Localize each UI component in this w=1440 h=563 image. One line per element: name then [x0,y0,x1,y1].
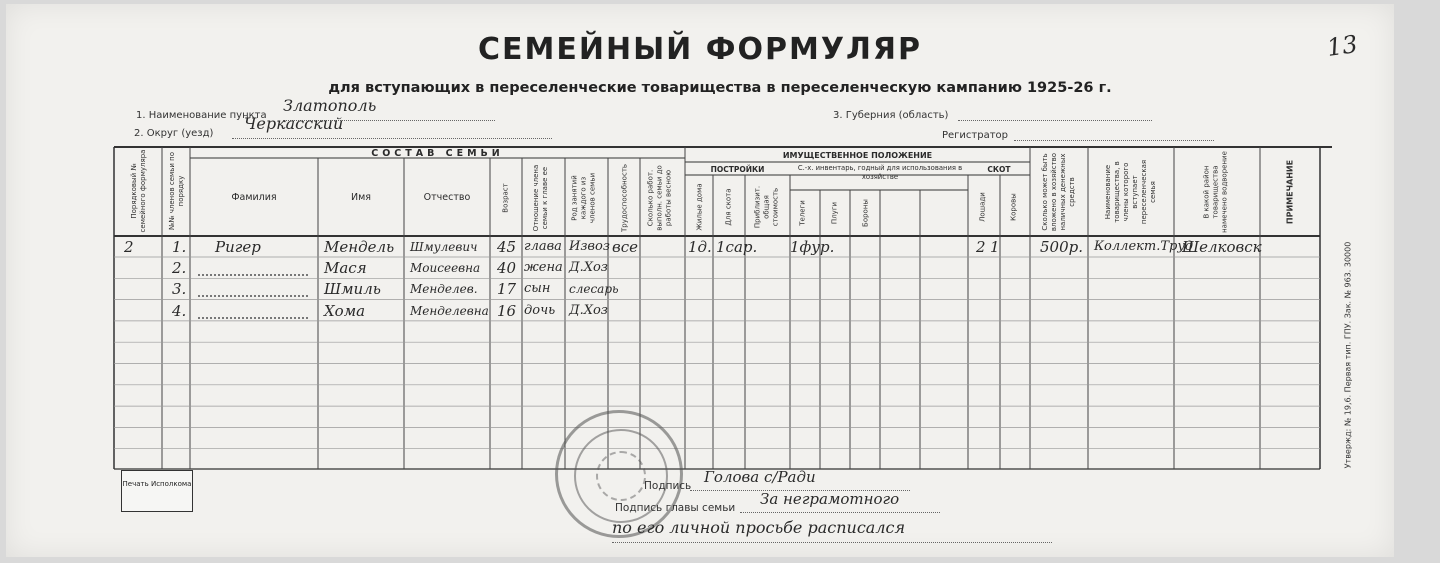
col-partnership-header: Наименование товарищества, в члены которого вступает переселенческая семья [1104,159,1157,225]
col-money-header: Сколько может быть вложено в хозяйство наличных денежных средств [1041,152,1076,232]
col-seq-header: Порядковый № семейного формуляра [130,149,147,233]
cell-workability: все [612,238,639,256]
cell-occupation: Д.Хоз [569,303,608,318]
okrug-label: 2. Округ (уезд) [134,128,214,139]
col-shed-header: Для скота [724,188,733,226]
registrator-underline [1014,130,1214,141]
col-patronymic-header: Отчество [423,192,471,203]
cell-patronymic: Моисеевна [410,261,481,275]
guberniya-underline [958,110,1152,121]
cell-seq: 2 [124,238,134,256]
col-region-header: В какой район товарищества намечено водворение [1202,151,1229,233]
cell-horses: 2 [976,238,986,256]
cell-occupation: слесарь [569,282,619,296]
cell-patronymic: Шмулевич [410,240,478,254]
cell-name: Мася [324,259,367,277]
form-subtitle: для вступающих в переселенческие товарищества в переселенческую кампанию 1925-26 г. [328,80,1112,96]
cell-age: 16 [497,302,517,320]
cell-surname: Ригер [215,238,261,256]
col-name-header: Имя [351,192,371,203]
col-member-num-header: №№ членов семьи по порядку [168,151,185,231]
note-underline [612,532,1052,543]
group-livestock-header: СКОТ [987,165,1011,174]
col-cows-header: Коровы [1009,193,1018,221]
okrug-value: Черкасский [244,114,344,133]
cell-patronymic: Менделевна [410,304,489,318]
group-property-header: ИМУЩЕСТВЕННОЕ ПОЛОЖЕНИЕ [782,151,933,160]
cell-name: Хома [324,302,366,320]
cell-member-num: 2. [172,259,187,277]
cell-patronymic: Менделев. [410,282,478,296]
printer-imprint: Утвержд: № 19,6. Первая тип. ГПУ. Зак. № 963. 30000 [1343,241,1353,469]
cell-region: Шелковск [1182,238,1262,256]
form-title: СЕМЕЙНЫЙ ФОРМУЛЯР [478,32,922,67]
col-horses-header: Лошади [978,192,987,222]
cell-member-num: 3. [172,280,187,298]
registrator-label: Регистратор [942,130,1009,141]
cell-house: 1д. [688,238,712,256]
col-house-header: Жилые дома [695,183,704,231]
group-buildings-header: ПОСТРОЙКИ [710,165,765,174]
group-inventory-header: С.-х. инвентарь, годный для использования в хозяйстве [797,164,963,181]
signature-value: Голова с/Ради [704,468,816,486]
punkt-value: Златополь [283,96,377,115]
col-ploughs-header: Плуги [830,201,839,225]
cell-age: 40 [497,259,517,277]
cell-occupation: Д.Хоз [569,260,608,275]
head-signature-label: Подпись главы семьи [615,502,736,514]
col-occupation-header: Род занятий каждого из членов семьи [570,172,597,224]
cell-name: Мендель [324,238,395,256]
cell-age: 45 [497,238,517,256]
stamp-box [121,470,193,512]
cell-cows: 1 [990,238,1000,256]
cell-name: Шмиль [324,280,381,298]
note-line: по его личной просьбе расписался [612,518,906,537]
punkt-label: 1. Наименование пункта [136,110,267,121]
ditto-marks [198,287,308,297]
signature-label: Подпись [644,480,692,492]
col-carts-header: Телеги [798,200,807,226]
col-work-days-header: Сколько работ. выполн. семьи до работы весною [646,165,673,231]
col-workability-header: Трудоспособность [620,163,629,233]
stamp-box-label: Печать Исполкома [122,480,192,488]
col-notes-header: ПРИМЕЧАНИЕ [1285,159,1295,225]
group-family-header: СОСТАВ СЕМЬИ [371,148,504,159]
corner-number: 13 [1325,30,1360,62]
cell-member-num: 1. [172,238,187,256]
cell-shed: 1сар. [716,238,758,256]
col-relation-header: Отношение члена семьи к главе ее [532,164,549,232]
cell-money: 500р. [1040,238,1084,256]
cell-relation: глава [524,239,562,254]
cell-member-num: 4. [172,302,187,320]
col-harrows-header: Бороны [861,199,870,227]
col-surname-header: Фамилия [231,192,277,203]
ditto-marks [198,266,308,276]
col-value-header: Приблизит. общая стоимость [753,185,780,229]
guberniya-label: 3. Губерния (область) [833,110,949,121]
cell-relation: жена [524,260,563,275]
cell-relation: сын [524,281,551,296]
cell-carts: 1фур. [790,238,835,256]
cell-occupation: Извоз [569,239,610,254]
col-age-header: Возраст [501,183,510,213]
cell-relation: дочь [524,303,556,318]
cell-partnership: Коллект.Труд [1094,239,1194,254]
ditto-marks [198,309,308,319]
head-signature-value: За неграмотного [760,490,900,508]
cell-age: 17 [497,280,517,298]
